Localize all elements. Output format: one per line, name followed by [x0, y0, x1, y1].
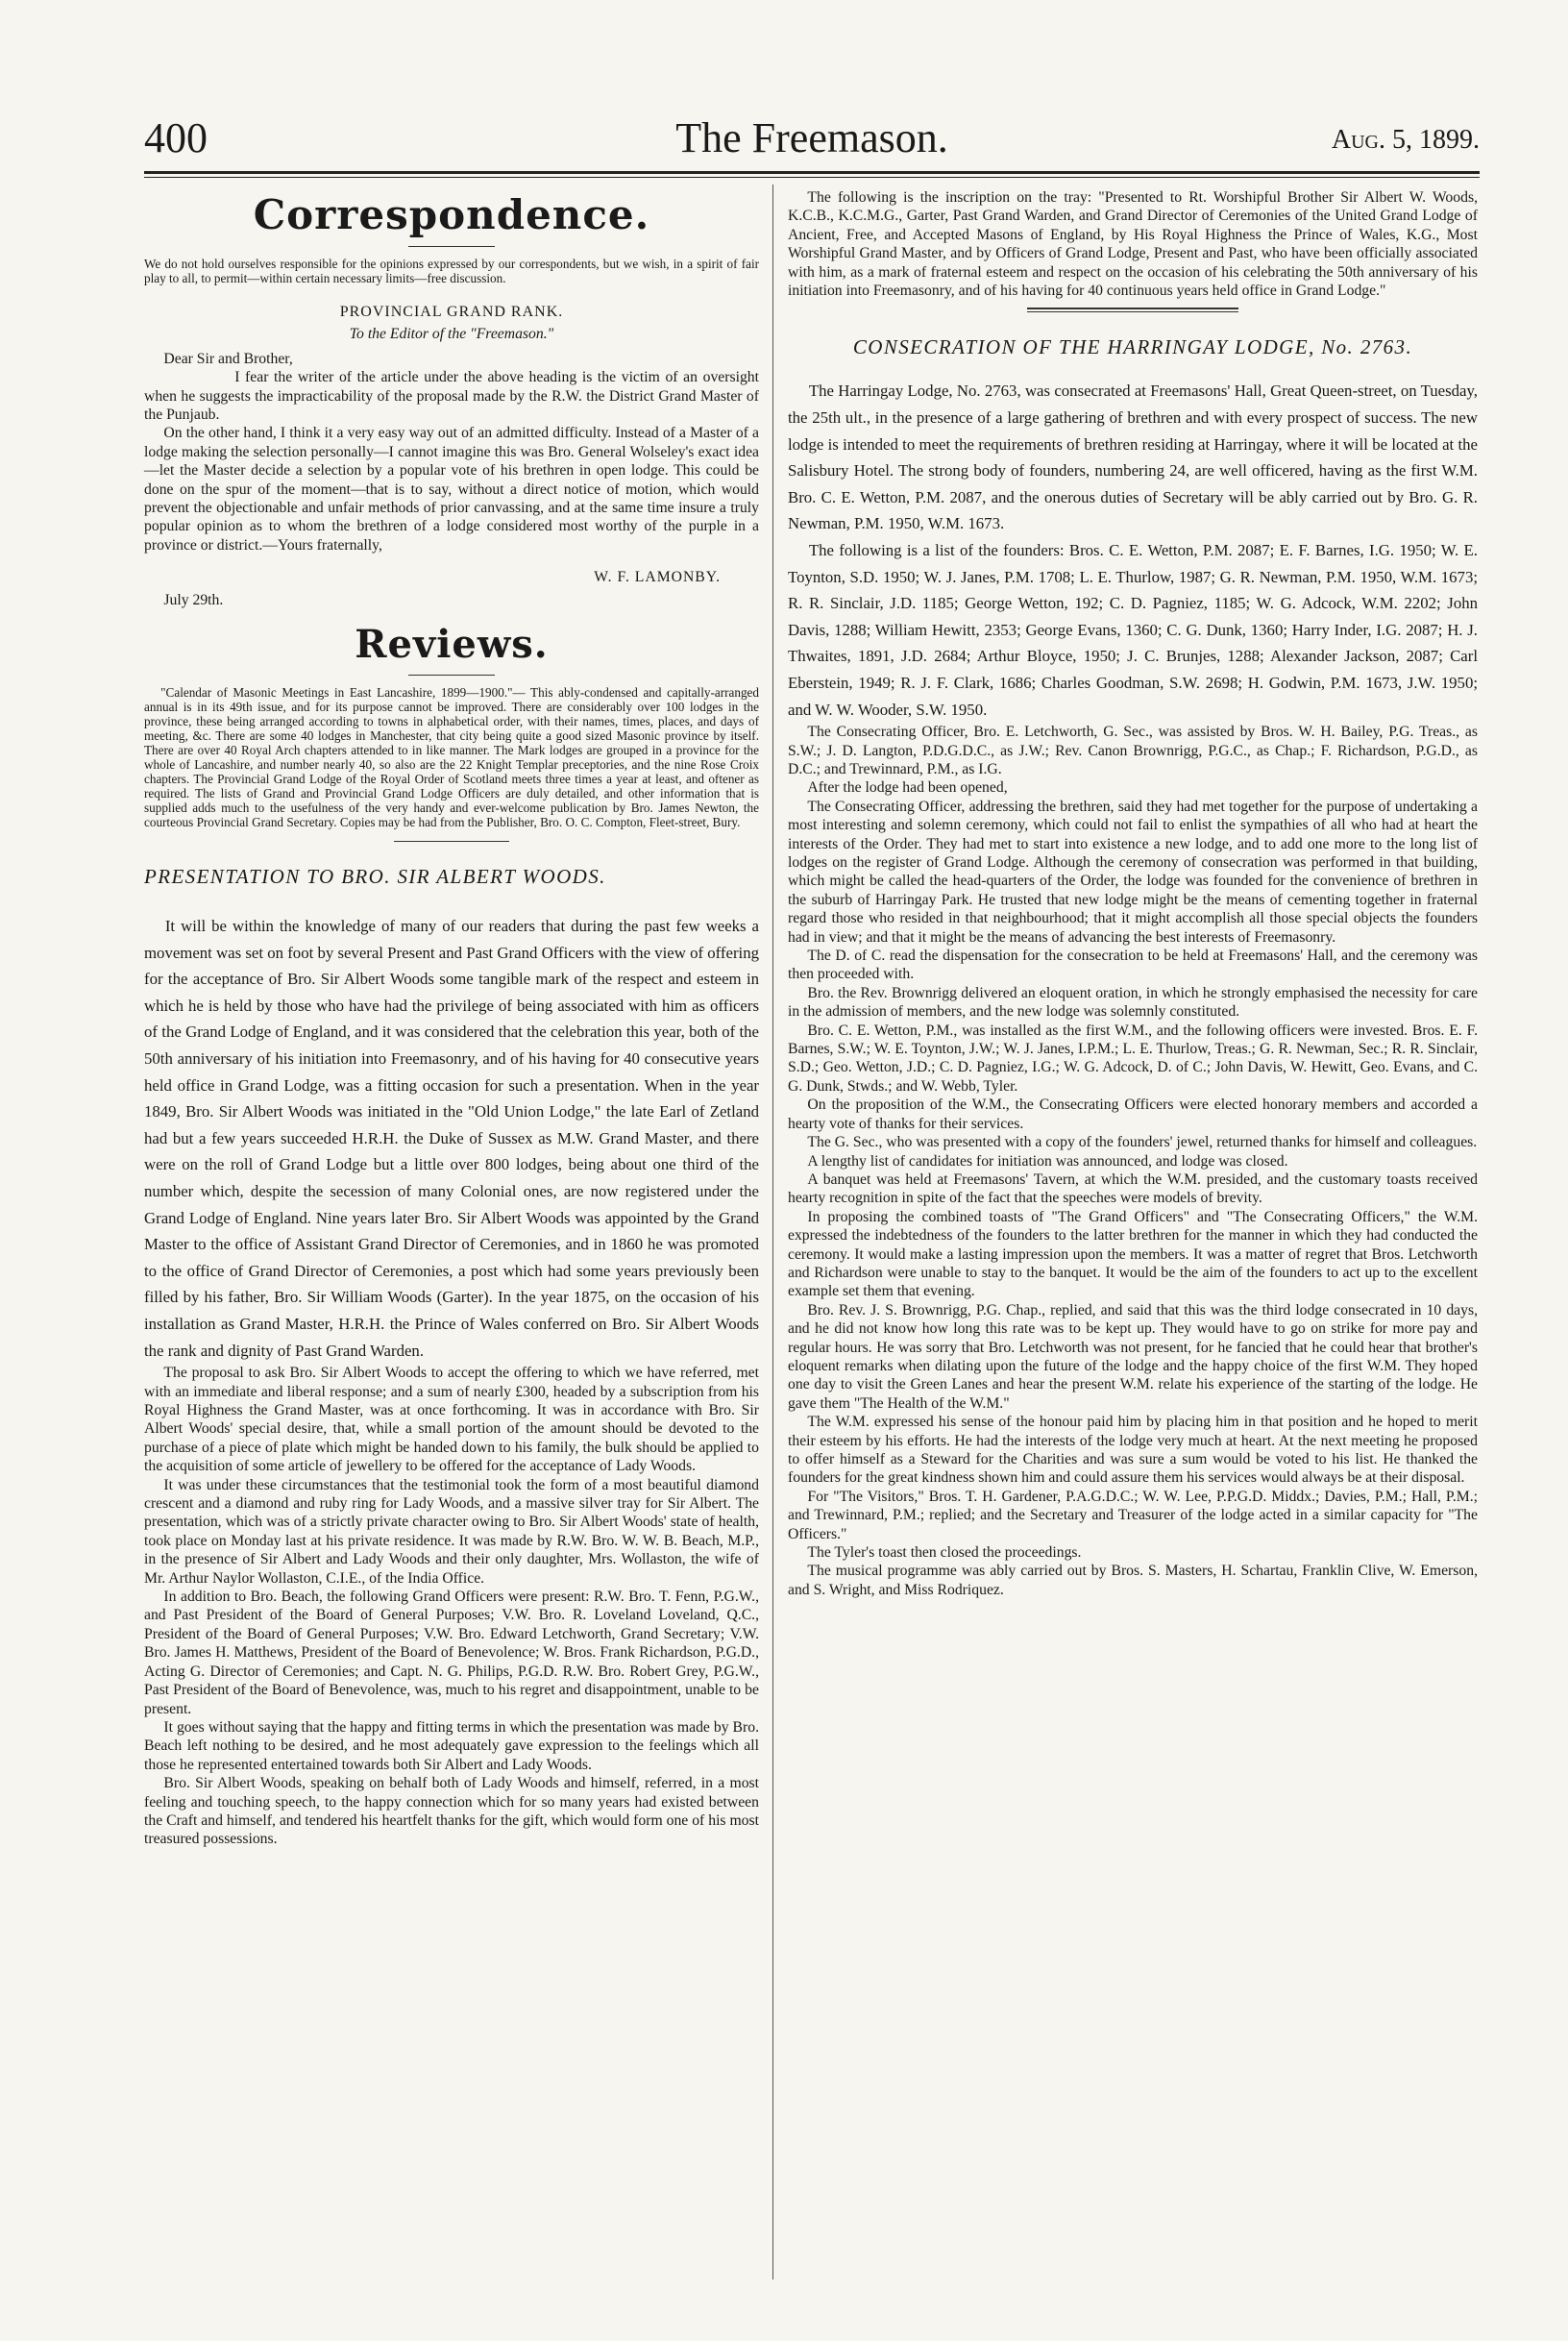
divider	[408, 246, 495, 247]
article-paragraph: On the proposition of the W.M., the Consecrating Officers were elected honorary members and accorded a hearty vote of thanks for their services.	[788, 1097, 1478, 1132]
letter-paragraph: I fear the writer of the article under the above heading is the victim of an oversight when he suggests the impracticability of the proposal made by the R.W. the District Grand Master of the Punjaub.	[144, 369, 759, 424]
article-paragraph: In addition to Bro. Beach, the following Grand Officers were present: R.W. Bro. T. Fenn, P.G.W., and Past President of the Board of General Purposes; V.W. Bro. R. Loveland Loveland, Q.C., President of the Board of General Purposes; V.W. Bro. Edward Letchworth, Grand Secretary; V.W. Bro. James H. Matthews, President of the Board of Benevolence; W. Bros. Frank Richardson, P.G.D., Acting G. Director of Ceremonies; and Capt. N. G. Philips, P.G.D. R.W. Bro. Robert Grey, P.G.W., Past President of the Board of Benevolence, was, much to his regret and disappointment, unable to be present.	[144, 1589, 759, 1717]
divider	[394, 841, 509, 842]
review-text: "Calendar of Masonic Meetings in East Lancashire, 1899—1900."— This ably-condensed and capitally-arranged annual is in its 49th issue, and for its purpose cannot be improved. There are considerably over 100 lodges in the province, these being arranged according to towns in alphabetical order, with their names, times, places, and days of meeting, &c. There are some 40 lodges in Manchester, that city being quite a good sized Masonic province by itself. There are over 40 Royal Arch chapters attended to in like manner. The Mark lodges are grouped in a province for the whole of Lancashire, and number nearly 40, so also are the 22 Knight Templar preceptories, and the nine Rose Croix chapters. The Provincial Grand Lodge of the Royal Order of Scotland meets three times a year at least, and oftener as required. The lists of Grand and Provincial Grand Lodge Officers are duly detailed, and other information that is supplied adds much to the usefulness of the very handy and ever-welcome publication by Bro. James Newton, the courteous Provincial Grand Secretary. Copies may be had from the Publisher, Bro. O. C. Compton, Fleet-street, Bury.	[144, 685, 759, 830]
divider	[1027, 311, 1238, 312]
article-paragraph: A banquet was held at Freemasons' Tavern, at which the W.M. presided, and the customary toasts received hearty recognition in spite of the fact that the speeches were models of brevity.	[788, 1170, 1478, 1207]
letter-addressee: To the Editor of the "Freemason."	[349, 326, 554, 343]
letter-signature: W. F. LAMONBY.	[594, 569, 721, 586]
header-rule	[144, 171, 1480, 174]
article-paragraph: Bro. Sir Albert Woods, speaking on behalf both of Lady Woods and himself, referred, in a most feeling and touching speech, to the happy connection which for so many years had existed between the Craft and himself, and tendered his heartfelt thanks for the gift, which would form one of his most treasured possessions.	[144, 1775, 759, 1848]
article-paragraph: For "The Visitors," Bros. T. H. Gardener, P.A.G.D.C.; W. W. Lee, P.P.G.D. Middx.; Davies, P.M.; Hall, P.M.; and Trewinnard, P.M.; replied; and the Secretary and Treasurer of the lodge acted in a similar capacity for "The Officers."	[788, 1488, 1478, 1542]
divider	[408, 675, 495, 676]
founders-list: The following is a list of the founders: Bros. C. E. Wetton, P.M. 2087; E. F. Barnes, I.G. 1950; W. E. Toynton, S.D. 1950; W. J. Janes, P.M. 1708; L. E. Thurlow, 1987; G. R. Newman, P.M. 1950, W.M. 1673; R. R. Sinclair, J.D. 1185; George Wetton, 192; C. D. Pagniez, 1185; W. G. Adcock, W.M. 2202; John Davis, 1288; William Hewitt, 2353; George Evans, 1360; C. G. Dunk, 1360; Harry Inder, I.G. 2087; H. J. Thwaites, 1891, J.D. 2684; Arthur Bloyce, 1950; J. C. Brunjes, 1288; Alexander Jackson, 2087; Carl Eberstein, 1949; R. J. F. Clark, 1686; Charles Goodman, S.W. 2698; H. Godwin, P.M. 1673, J.W. 1950; and W. W. Wooder, S.W. 1950.	[788, 541, 1478, 719]
article-paragraph: After the lodge had been opened,	[807, 779, 1008, 797]
editorial-disclaimer: We do not hold ourselves responsible for the opinions expressed by our correspondents, but we wish, in a spirit of fair play to all, to permit—within certain necessary limits—free discussion.	[144, 257, 759, 285]
article-paragraph: It goes without saying that the happy and fitting terms in which the presentation was made by Bro. Beach left nothing to be desired, and he most adequately gave expression to the feelings which all those he represented entertained towards both Sir Albert and Lady Woods.	[144, 1718, 759, 1773]
correspondence-heading: Correspondence.	[253, 191, 650, 238]
article-paragraph: It was under these circumstances that the testimonial took the form of a most beautiful diamond crescent and a diamond and ruby ring for Lady Woods, and a massive silver tray for Sir Albert. The presentation, which was of a strictly private character owing to Bro. Sir Albert Woods' state of health, took place on Monday last at his private residence. It was made by R.W. Bro. W. W. B. Beach, M.P., in the presence of Sir Albert and Lady Woods and their only daughter, Mrs. Wollaston, the wife of Mr. Arthur Naylor Wollaston, C.I.E., of the India Office.	[144, 1476, 759, 1587]
article-paragraph: The musical programme was ably carried out by Bros. S. Masters, H. Schartau, Franklin Clive, W. Emerson, and S. Wright, and Miss Rodriquez.	[788, 1563, 1478, 1598]
divider	[1027, 308, 1238, 309]
article-paragraph: Bro. C. E. Wetton, P.M., was installed as the first W.M., and the following officers were invested. Bros. E. F. Barnes, S.W.; W. E. Toynton, J.W.; W. J. Janes, I.P.M.; L. E. Thurlow, Treas.; G. R. Newman, Sec.; R. R. Sinclair, S.D.; Geo. Wetton, J.D.; C. D. Pagniez, I.G.; W. G. Adcock, D. of C.; John Davis, W. Hewitt, Geo. Evans, and C. G. Dunk, Stwds.; and W. Webb, Tyler.	[788, 1022, 1478, 1095]
issue-date: Aug. 5, 1899.	[1331, 125, 1480, 155]
article-paragraph: The Tyler's toast then closed the proceedings.	[807, 1544, 1082, 1562]
article-paragraph: Bro. the Rev. Brownrigg delivered an eloquent oration, in which he strongly emphasised the necessity for care in the admission of members, and the new lodge was solemnly constituted.	[788, 984, 1478, 1021]
article-paragraph: The Harringay Lodge, No. 2763, was consecrated at Freemasons' Hall, Great Queen-street, on Tuesday, the 25th ult., in the presence of a large gathering of brethren and with every prospect of success. The new lodge is intended to meet the requirements of brethren residing at Harringay, where it will be located at the Salisbury Hotel. The strong body of founders, numbering 24, are well officered, having as the first W.M. Bro. C. E. Wetton, P.M. 2087, and the onerous duties of Secretary will be ably carried out by Bro. G. R. Newman, P.M. 1950, W.M. 1673.	[788, 382, 1478, 533]
newspaper-title: The Freemason.	[675, 114, 948, 161]
header-rule-thin	[144, 177, 1480, 178]
article-title-consecration: CONSECRATION OF THE HARRINGAY LODGE, No. 2763.	[852, 335, 1413, 359]
letter-title: PROVINCIAL GRAND RANK.	[339, 304, 564, 320]
article-paragraph: The D. of C. read the dispensation for the consecration to be held at Freemasons' Hall, and the ceremony was then proceeded with.	[788, 948, 1478, 983]
masthead	[144, 113, 1480, 171]
tray-inscription: The following is the inscription on the tray: "Presented to Rt. Worshipful Brother Sir Albert W. Woods, K.C.B., K.C.M.G., Garter, Past Grand Warden, and Grand Director of Ceremonies of the United Grand Lodge of Ancient, Free, and Accepted Masons of England, by His Royal Highness the Prince of Wales, K.G., Most Worshipful Grand Master, and by Officers of Grand Lodge, Present and Past, who have been officially associated with him, as a mark of fraternal esteem and respect on the occasion of his celebrating the 50th anniversary of his initiation into Freemasonry, and of his having for 40 continuous years held office in Grand Lodge."	[788, 189, 1478, 300]
letter-salutation: Dear Sir and Brother,	[163, 350, 293, 367]
article-paragraph: The Consecrating Officer, Bro. E. Letchworth, G. Sec., was assisted by Bros. W. H. Bailey, P.G. Treas., as S.W.; J. D. Langton, P.D.G.D.C., as J.W.; Rev. Canon Brownrigg, P.G.C., as Chap.; F. Richardson, P.G.D., as D.C.; and Trewinnard, P.M., as I.G.	[788, 724, 1478, 777]
article-paragraph: The G. Sec., who was presented with a copy of the founders' jewel, returned thanks for himself and colleagues.	[807, 1134, 1478, 1151]
right-column	[788, 188, 1478, 1599]
page-number: 400	[144, 114, 208, 161]
reviews-heading: Reviews.	[355, 622, 549, 668]
article-paragraph: The W.M. expressed his sense of the honour paid him by placing him in that position and he hoped to merit their esteem by his efforts. He had the interests of the lodge very much at heart. At the next meeting he proposed to offer himself as a Steward for the Charities and was sure a sum would be voted to his list. He thanked the founders for the great kindness shown him and could assure them his services would always be at their disposal.	[788, 1414, 1478, 1487]
article-paragraph: The proposal to ask Bro. Sir Albert Woods to accept the offering to which we have referred, met with an immediate and liberal response; and a sum of nearly £300, headed by a subscription from his Royal Highness the Grand Master, was at once forthcoming. It was in accordance with Bro. Sir Albert Woods' special desire, that, while a small portion of the amount should be devoted to the purchase of a piece of plate which might be handed down to his family, the bulk should be applied to the acquisition of some article of jewellery to be offered for the acceptance of Lady Woods.	[144, 1365, 759, 1475]
article-title-presentation: PRESENTATION TO BRO. SIR ALBERT WOODS.	[144, 865, 606, 889]
article-paragraph: It will be within the knowledge of many of our readers that during the past few weeks a movement was set on foot by several Present and Past Grand Officers with the view of offering for the acceptance of Bro. Sir Albert Woods some tangible mark of the respect and esteem in which he is held by those who have had the privilege of being associated with him as officers of the Grand Lodge of England, and it was considered that the celebration this year, both of the 50th anniversary of his initiation into Freemasonry, and of his having for 40 consecutive years held office in Grand Lodge, was a fitting occasion for such a presentation. When in the year 1849, Bro. Sir Albert Woods was initiated in the "Old Union Lodge," the late Earl of Zetland had but a few years succeeded H.R.H. the Duke of Sussex as M.W. Grand Master, and there were on the roll of Grand Lodge but a little over 800 lodges, being about one third of the number which, despite the secession of many Colonial ones, are now registered under the Grand Lodge of England. Nine years later Bro. Sir Albert Woods was appointed by the Grand Master to the office of Assistant Grand Director of Ceremonies, and in 1860 he was promoted to the office of Grand Director of Ceremonies, a post which had some years previously been filled by his father, Bro. Sir William Woods (Garter). In the year 1875, on the occasion of his installation as Grand Master, H.R.H. the Prince of Wales conferred on Bro. Sir Albert Woods the rank and dignity of Past Grand Warden.	[144, 917, 759, 1360]
letter-date: July 29th.	[163, 591, 224, 608]
article-paragraph: The Consecrating Officer, addressing the brethren, said they had met together for the purpose of undertaking a most interesting and solemn ceremony, which could not fail to enlist the sympathies of all who had at heart the interests of the Order. They had met to start into existence a new lodge, and to add one more to the long list of lodges on the register of Grand Lodge. Although the ceremony of consecration was performed in that building, which might be called the head-quarters of the Order, the lodge was founded for the convenience of brethren in the suburb of Harringay Park. He trusted that new lodge might be the means of cementing together in fraternal regard those who resided in that neighbourhood; that it might accomplish all those special objects the founders had in view; and that it might be the means of advancing the best interests of Freemasonry.	[788, 798, 1478, 946]
letter-paragraph: On the other hand, I think it a very easy way out of an admitted difficulty. Instead of a Master of a lodge making the selection personally—I cannot imagine this was Bro. General Wolseley's exact idea—let the Master decide a selection by a popular vote of his brethren in open lodge. This could be done on the spur of the moment—that is to say, without a direct notice of motion, which would prevent the objectionable and unfair methods of prior canvassing, and at the same time insure a truly popular opinion as to whom the brethren of a lodge considered most worthy of the purple in a province or district.—Yours fraternally,	[144, 425, 759, 554]
left-column	[144, 188, 759, 1849]
article-paragraph: A lengthy list of candidates for initiation was announced, and lodge was closed.	[807, 1152, 1288, 1170]
article-paragraph: In proposing the combined toasts of "The Grand Officers" and "The Consecrating Officers," the W.M. expressed the indebtedness of the founders to the latter brethren for the manner in which they had conducted the ceremony. It would make a lasting impression upon the members. It was a matter of regret that Bros. Letchworth and Richardson were unable to stay to the banquet. It would be the aim of the founders to act up to the excellent example set them that evening.	[788, 1208, 1478, 1300]
article-paragraph: Bro. Rev. J. S. Brownrigg, P.G. Chap., replied, and said that this was the third lodge consecrated in 10 days, and he did not know how long this rate was to be kept up. They would have to go on strike for more pay and regular hours. He was sorry that Bro. Letchworth was not present, for he fancied that he could hear that brother's eloquent remarks when dilating upon the future of the lodge and the happy choice of the first W.M. They hoped one day to visit the Green Lanes and hear the present W.M. relate his experience of the starting of the lodge. He gave them "The Health of the W.M."	[788, 1301, 1478, 1412]
column-divider	[772, 185, 773, 2279]
